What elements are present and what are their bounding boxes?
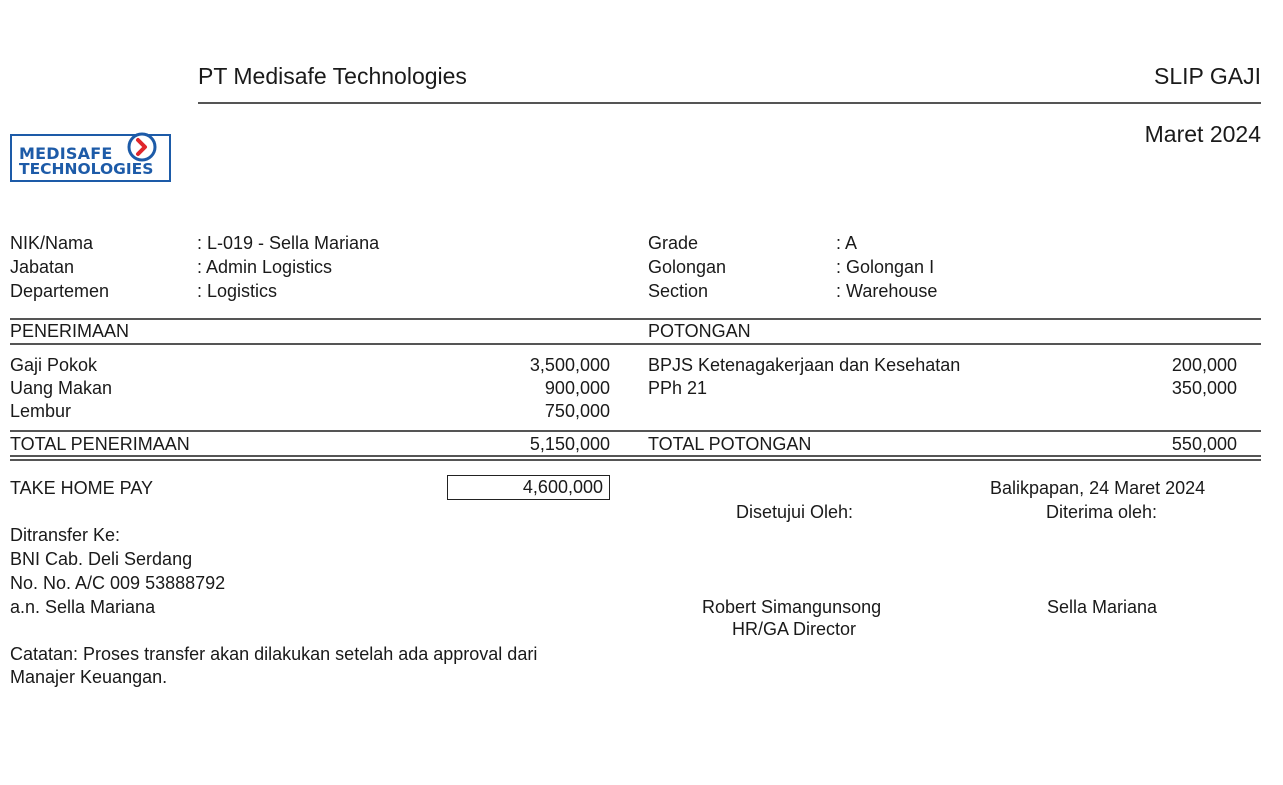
earning-amount: 900,000 [544,378,610,398]
earning-label: Lembur [10,401,72,421]
earnings-heading: PENERIMAAN [10,321,130,341]
total-deductions-label: TOTAL POTONGAN [648,434,812,454]
place-date: Balikpapan, 24 Maret 2024 [990,478,1206,498]
earning-label: Gaji Pokok [10,355,98,375]
note-line1: Catatan: Proses transfer akan dilakukan setelah ada approval dari [10,644,538,664]
deduction-amount: 200,000 [1171,355,1237,375]
received-by-label: Diterima oleh: [1046,502,1158,522]
value-nik-nama: : L-019 - Sella Mariana [197,233,380,253]
approver-name: Robert Simangunsong [702,597,882,617]
earning-amount: 750,000 [544,401,610,421]
transfer-bank: BNI Cab. Deli Serdang [10,549,193,569]
label-grade: Grade [648,233,699,253]
deduction-amount: 350,000 [1171,378,1237,398]
total-deductions-amount: 550,000 [1171,434,1237,454]
section-top-divider [10,318,1261,320]
earning-amount: 3,500,000 [529,355,610,375]
deductions-heading: POTONGAN [648,321,751,341]
deduction-label: BPJS Ketenagakerjaan dan Kesehatan [648,355,961,375]
section-heading-divider [10,343,1261,345]
take-home-pay-amount: 4,600,000 [522,477,603,497]
label-nik-nama: NIK/Nama [10,233,94,253]
value-departemen: : Logistics [197,281,278,301]
value-golongan: : Golongan I [836,257,935,277]
label-departemen: Departemen [10,281,110,301]
label-section: Section [648,281,709,301]
logo-text-line1: MEDISAFE [19,144,113,163]
totals-top-divider [10,430,1261,432]
label-golongan: Golongan [648,257,727,277]
transfer-account: No. No. A/C 009 53888792 [10,573,226,593]
chevron-circle-icon [125,130,159,164]
earning-label: Uang Makan [10,378,113,398]
company-logo [10,134,171,182]
transfer-heading: Ditransfer Ke: [10,525,121,545]
header-divider [198,102,1261,104]
note-line2: Manajer Keuangan. [10,667,168,687]
logo-text-line2: TECHNOLOGIES [19,160,154,178]
total-earnings-amount: 5,150,000 [529,434,610,454]
transfer-holder: a.n. Sella Mariana [10,597,156,617]
total-earnings-label: TOTAL PENERIMAAN [10,434,190,454]
take-home-pay-label: TAKE HOME PAY [10,478,154,498]
document-title: SLIP GAJI [1154,63,1261,89]
deduction-label: PPh 21 [648,378,708,398]
value-section: : Warehouse [836,281,938,301]
value-jabatan: : Admin Logistics [197,257,333,277]
pay-period: Maret 2024 [1144,121,1261,147]
label-jabatan: Jabatan [10,257,75,277]
totals-bottom-divider-2 [10,459,1261,461]
approver-title: HR/GA Director [732,619,857,639]
totals-bottom-divider-1 [10,455,1261,457]
receiver-name: Sella Mariana [1047,597,1158,617]
value-grade: : A [836,233,858,253]
approved-by-label: Disetujui Oleh: [736,502,854,522]
company-name: PT Medisafe Technologies [198,63,467,89]
